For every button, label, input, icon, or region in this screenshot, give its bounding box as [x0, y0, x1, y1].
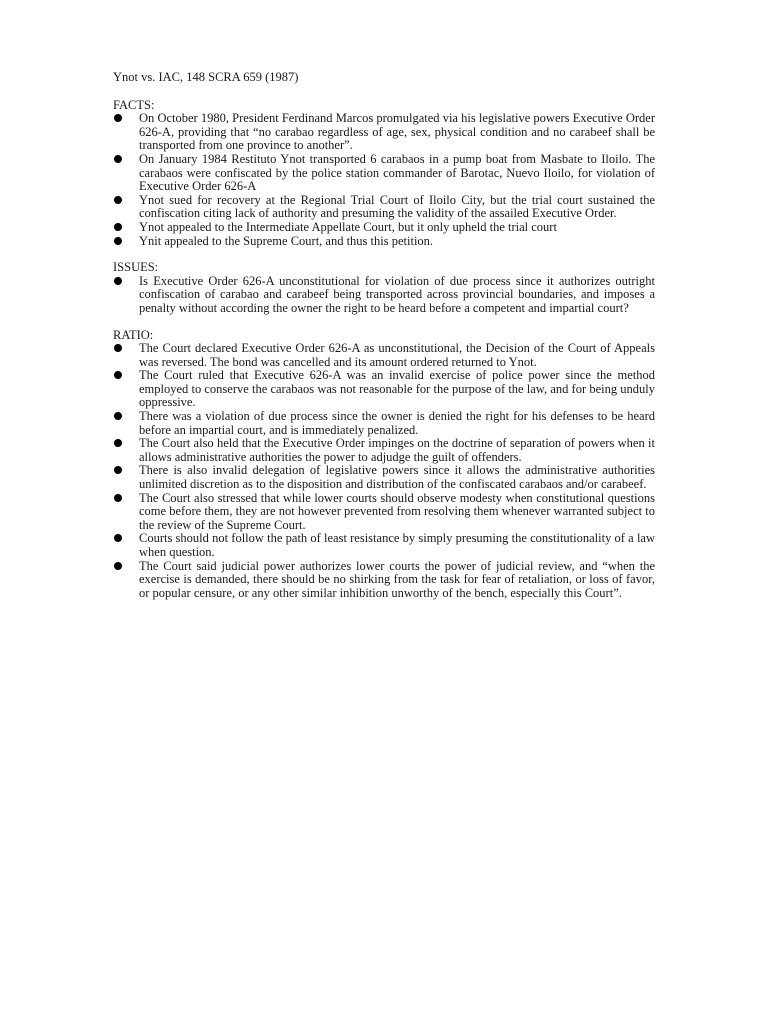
list-item-text: The Court said judicial power authorizes lower courts the power of judicial review, and “when the exercise is demanded, there should be no shirking from the task for fear of retaliation, or loss of favor, or popular censure, or any other similar inhibition unworthy of the bench, especially this Court”.: [139, 558, 655, 600]
list-item: [113, 410, 655, 437]
bullet-icon: [114, 371, 122, 379]
bullet-icon: [114, 439, 122, 447]
issues-section: [113, 261, 655, 315]
bullet-icon: [114, 223, 122, 231]
list-item-text: Is Executive Order 626-A unconstitutional for violation of due process since it authorizes outright confiscation of carabao and carabeef being transported across provincial boundaries, and imposes a penalty without according the owner the right to be heard before a competent and impartial court?: [139, 273, 655, 315]
list-item: [113, 369, 655, 410]
list-item-text: Ynot sued for recovery at the Regional Trial Court of Iloilo City, but the trial court sustained the confiscation citing lack of authority and presuming the validity of the assailed Executive Order.: [139, 192, 655, 221]
issues-heading: ISSUES:: [113, 260, 159, 275]
bullet-icon: [114, 534, 122, 542]
list-item: [113, 153, 655, 194]
list-item: [113, 560, 655, 601]
case-title: Ynot vs. IAC, 148 SCRA 659 (1987): [113, 70, 299, 84]
ratio-section: [113, 329, 655, 601]
bullet-icon: [114, 155, 122, 163]
bullet-icon: [114, 494, 122, 502]
list-item-text: Ynit appealed to the Supreme Court, and thus this petition.: [139, 233, 434, 248]
ratio-heading: RATIO:: [113, 327, 154, 342]
bullet-icon: [114, 344, 122, 352]
list-item-text: The Court declared Executive Order 626-A as unconstitutional, the Decision of the Court of Appeals was reversed. The bond was cancelled and its amount ordered returned to Ynot.: [139, 341, 655, 369]
bullet-icon: [114, 237, 122, 245]
facts-list: [113, 112, 655, 248]
list-item: [113, 194, 655, 221]
list-item-text: On October 1980, President Ferdinand Marcos promulgated via his legislative powers Executive Order 626-A, providing that “no carabao regardless of age, sex, physical condition and no carabeef shall be transported from one province to another”.: [139, 111, 655, 153]
list-item: [113, 532, 655, 559]
list-item: [113, 235, 655, 249]
bullet-icon: [114, 562, 122, 570]
facts-section: [113, 99, 655, 249]
list-item-text: The Court ruled that Executive 626-A was an invalid exercise of police power since the method employed to conserve the carabaos was not reasonable for the purpose of the law, and for being unduly oppressive.: [139, 368, 655, 410]
list-item-text: The Court also held that the Executive Order impinges on the doctrine of separation of powers when it allows administrative authorities the power to adjudge the guilt of offenders.: [139, 436, 655, 464]
ratio-list: [113, 342, 655, 600]
bullet-icon: [114, 466, 122, 474]
list-item: [113, 112, 655, 153]
bullet-icon: [114, 412, 122, 420]
facts-heading: FACTS:: [113, 97, 155, 112]
issues-list: [113, 275, 655, 316]
list-item: [113, 437, 655, 464]
list-item: [113, 275, 655, 316]
list-item: [113, 221, 655, 235]
list-item: [113, 492, 655, 533]
list-item-text: The Court also stressed that while lower courts should observe modesty when constitutional questions come before them, they are not however prevented from resolving them whenever warranted subject to the review of the Supreme Court.: [139, 490, 655, 532]
list-item-text: Ynot appealed to the Intermediate Appellate Court, but it only upheld the trial court: [139, 219, 557, 234]
list-item: [113, 464, 655, 491]
list-item-text: On January 1984 Restituto Ynot transported 6 carabaos in a pump boat from Masbate to Iloilo. The carabaos were confiscated by the police station commander of Barotac, Nuevo Iloilo, for violation of Executive Order 626-A: [139, 151, 655, 194]
list-item: [113, 342, 655, 369]
bullet-icon: [114, 277, 122, 285]
document-page: [113, 71, 655, 613]
bullet-icon: [114, 196, 122, 204]
list-item-text: There was a violation of due process since the owner is denied the right for his defenses to be heard before an impartial court, and is immediately penalized.: [139, 409, 655, 437]
list-item-text: There is also invalid delegation of legislative powers since it allows the administrative authorities unlimited discretion as to the disposition and distribution of the confiscated carabaos and/or carabeef.: [139, 463, 655, 492]
bullet-icon: [114, 114, 122, 122]
list-item-text: Courts should not follow the path of least resistance by simply presuming the constitutionality of a law when question.: [139, 531, 655, 559]
